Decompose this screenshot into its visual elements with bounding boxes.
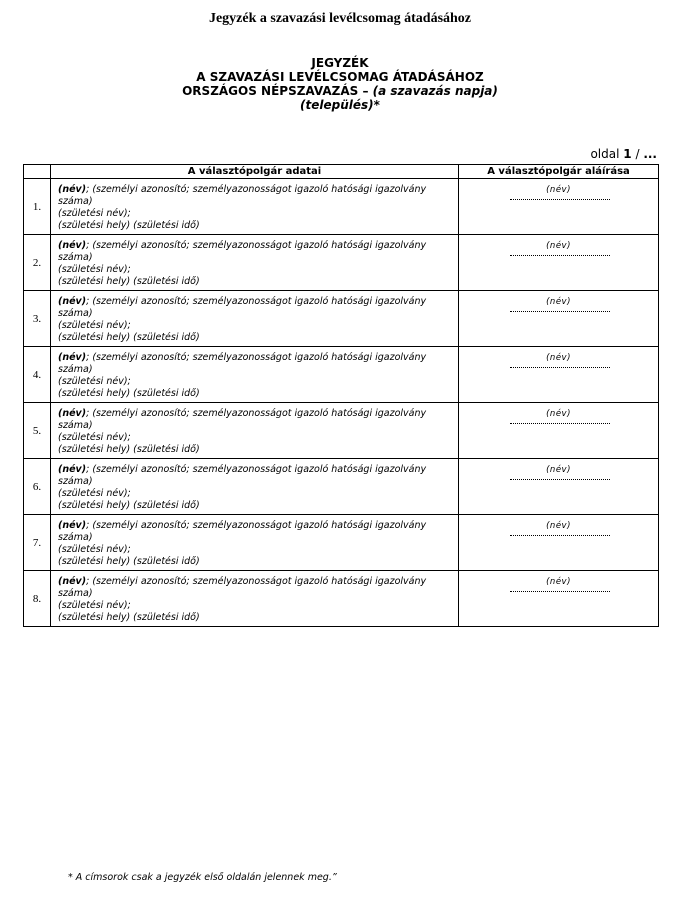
voter-id-placeholder: ; (személyi azonosító; személyazonosságot igazoló hatósági igazolvány száma) bbox=[58, 408, 427, 431]
voter-name-placeholder: (név) bbox=[58, 240, 87, 251]
header-number bbox=[24, 165, 51, 179]
voter-name-placeholder: (név) bbox=[58, 520, 87, 531]
signature-line bbox=[510, 423, 610, 424]
voter-name-placeholder: (név) bbox=[58, 352, 87, 363]
birth-name-placeholder: (születési név); bbox=[58, 544, 131, 555]
birth-place-date-placeholder: (születési hely) (születési idő) bbox=[58, 556, 200, 567]
document-heading bbox=[0, 56, 680, 112]
table-row bbox=[24, 403, 659, 459]
signature-cell bbox=[459, 291, 659, 347]
signature-name-label: (név) bbox=[546, 521, 571, 531]
heading-line-1: JEGYZÉK bbox=[311, 56, 369, 70]
voter-id-placeholder: ; (személyi azonosító; személyazonosságot igazoló hatósági igazolvány száma) bbox=[58, 576, 427, 599]
voter-data-cell bbox=[51, 403, 459, 459]
table-row bbox=[24, 515, 659, 571]
signature-line bbox=[510, 255, 610, 256]
voter-data-cell bbox=[51, 515, 459, 571]
voter-data-line-1 bbox=[58, 184, 452, 208]
signature-name-label: (név) bbox=[546, 577, 571, 587]
birth-name-placeholder: (születési név); bbox=[58, 208, 131, 219]
table-header-row bbox=[24, 165, 659, 179]
voter-id-placeholder: ; (személyi azonosító; személyazonosságot igazoló hatósági igazolvány száma) bbox=[58, 464, 427, 487]
table-row bbox=[24, 179, 659, 235]
signature-line bbox=[510, 311, 610, 312]
signature-line bbox=[510, 535, 610, 536]
signature-name-label: (név) bbox=[546, 409, 571, 419]
voter-name-placeholder: (név) bbox=[58, 464, 87, 475]
birth-name-placeholder: (születési név); bbox=[58, 320, 131, 331]
birth-name-placeholder: (születési név); bbox=[58, 376, 131, 387]
birth-place-date-placeholder: (születési hely) (születési idő) bbox=[58, 220, 200, 231]
table-row bbox=[24, 291, 659, 347]
voter-id-placeholder: ; (személyi azonosító; személyazonosságot igazoló hatósági igazolvány száma) bbox=[58, 184, 427, 207]
table-row bbox=[24, 235, 659, 291]
row-number: 7. bbox=[24, 515, 51, 571]
birth-place-date-placeholder: (születési hely) (születési idő) bbox=[58, 612, 200, 623]
signature-name-label: (név) bbox=[546, 241, 571, 251]
row-number: 2. bbox=[24, 235, 51, 291]
signature-cell bbox=[459, 179, 659, 235]
voter-data-cell bbox=[51, 235, 459, 291]
heading-line-2: A SZAVAZÁSI LEVÉLCSOMAG ÁTADÁSÁHOZ bbox=[196, 70, 484, 84]
signature-name-label: (név) bbox=[546, 185, 571, 195]
page-counter-separator: / bbox=[635, 147, 640, 161]
voter-data-cell bbox=[51, 291, 459, 347]
voter-data-cell bbox=[51, 179, 459, 235]
voter-list-table bbox=[23, 164, 659, 627]
signature-cell bbox=[459, 459, 659, 515]
row-number: 8. bbox=[24, 571, 51, 627]
signature-cell bbox=[459, 515, 659, 571]
page-counter-label: oldal bbox=[590, 147, 620, 161]
row-number: 6. bbox=[24, 459, 51, 515]
row-number: 1. bbox=[24, 179, 51, 235]
voter-data-line-1 bbox=[58, 296, 452, 320]
heading-line-4: (település)* bbox=[300, 98, 380, 112]
voter-data-cell bbox=[51, 347, 459, 403]
voter-data-line-1 bbox=[58, 352, 452, 376]
signature-name-label: (név) bbox=[546, 297, 571, 307]
signature-name-label: (név) bbox=[546, 465, 571, 475]
row-number: 3. bbox=[24, 291, 51, 347]
signature-name-label: (név) bbox=[546, 353, 571, 363]
voter-id-placeholder: ; (személyi azonosító; személyazonosságot igazoló hatósági igazolvány száma) bbox=[58, 352, 427, 375]
voter-data-line-1 bbox=[58, 408, 452, 432]
signature-line bbox=[510, 479, 610, 480]
header-voter-signature: A választópolgár aláírása bbox=[459, 165, 659, 179]
birth-name-placeholder: (születési név); bbox=[58, 600, 131, 611]
heading-line-3-prefix: ORSZÁGOS NÉPSZAVAZÁS – bbox=[182, 84, 373, 98]
voter-name-placeholder: (név) bbox=[58, 408, 87, 419]
page-title: Jegyzék a szavazási levélcsomag átadásához bbox=[208, 11, 472, 26]
voter-data-cell bbox=[51, 459, 459, 515]
birth-name-placeholder: (születési név); bbox=[58, 488, 131, 499]
voter-data-cell bbox=[51, 571, 459, 627]
voter-id-placeholder: ; (személyi azonosító; személyazonosságot igazoló hatósági igazolvány száma) bbox=[58, 240, 427, 263]
birth-place-date-placeholder: (születési hely) (születési idő) bbox=[58, 332, 200, 343]
table-row bbox=[24, 571, 659, 627]
page-counter-current: 1 bbox=[623, 147, 632, 161]
voter-name-placeholder: (név) bbox=[58, 576, 87, 587]
signature-cell bbox=[459, 235, 659, 291]
table-row bbox=[24, 347, 659, 403]
signature-cell bbox=[459, 571, 659, 627]
heading-line-3 bbox=[0, 84, 680, 98]
signature-line bbox=[510, 591, 610, 592]
voter-data-line-1 bbox=[58, 520, 452, 544]
signature-line bbox=[510, 367, 610, 368]
voter-id-placeholder: ; (személyi azonosító; személyazonosságot igazoló hatósági igazolvány száma) bbox=[58, 296, 427, 319]
heading-line-3-date: (a szavazás napja) bbox=[372, 84, 498, 98]
row-number: 4. bbox=[24, 347, 51, 403]
birth-place-date-placeholder: (születési hely) (születési idő) bbox=[58, 276, 200, 287]
voter-data-line-1 bbox=[58, 240, 452, 264]
voter-data-line-1 bbox=[58, 576, 452, 600]
header-voter-data: A választópolgár adatai bbox=[51, 165, 459, 179]
footnote: * A címsorok csak a jegyzék első oldalán jelennek meg.” bbox=[68, 872, 337, 883]
table-row bbox=[24, 459, 659, 515]
row-number: 5. bbox=[24, 403, 51, 459]
page-counter bbox=[590, 147, 657, 161]
voter-data-line-1 bbox=[58, 464, 452, 488]
signature-line bbox=[510, 199, 610, 200]
birth-place-date-placeholder: (születési hely) (születési idő) bbox=[58, 388, 200, 399]
signature-cell bbox=[459, 403, 659, 459]
birth-place-date-placeholder: (születési hely) (születési idő) bbox=[58, 500, 200, 511]
birth-place-date-placeholder: (születési hely) (születési idő) bbox=[58, 444, 200, 455]
voter-name-placeholder: (név) bbox=[58, 184, 87, 195]
page-counter-total: ... bbox=[643, 147, 657, 161]
birth-name-placeholder: (születési név); bbox=[58, 432, 131, 443]
birth-name-placeholder: (születési név); bbox=[58, 264, 131, 275]
voter-name-placeholder: (név) bbox=[58, 296, 87, 307]
signature-cell bbox=[459, 347, 659, 403]
voter-id-placeholder: ; (személyi azonosító; személyazonosságot igazoló hatósági igazolvány száma) bbox=[58, 520, 427, 543]
